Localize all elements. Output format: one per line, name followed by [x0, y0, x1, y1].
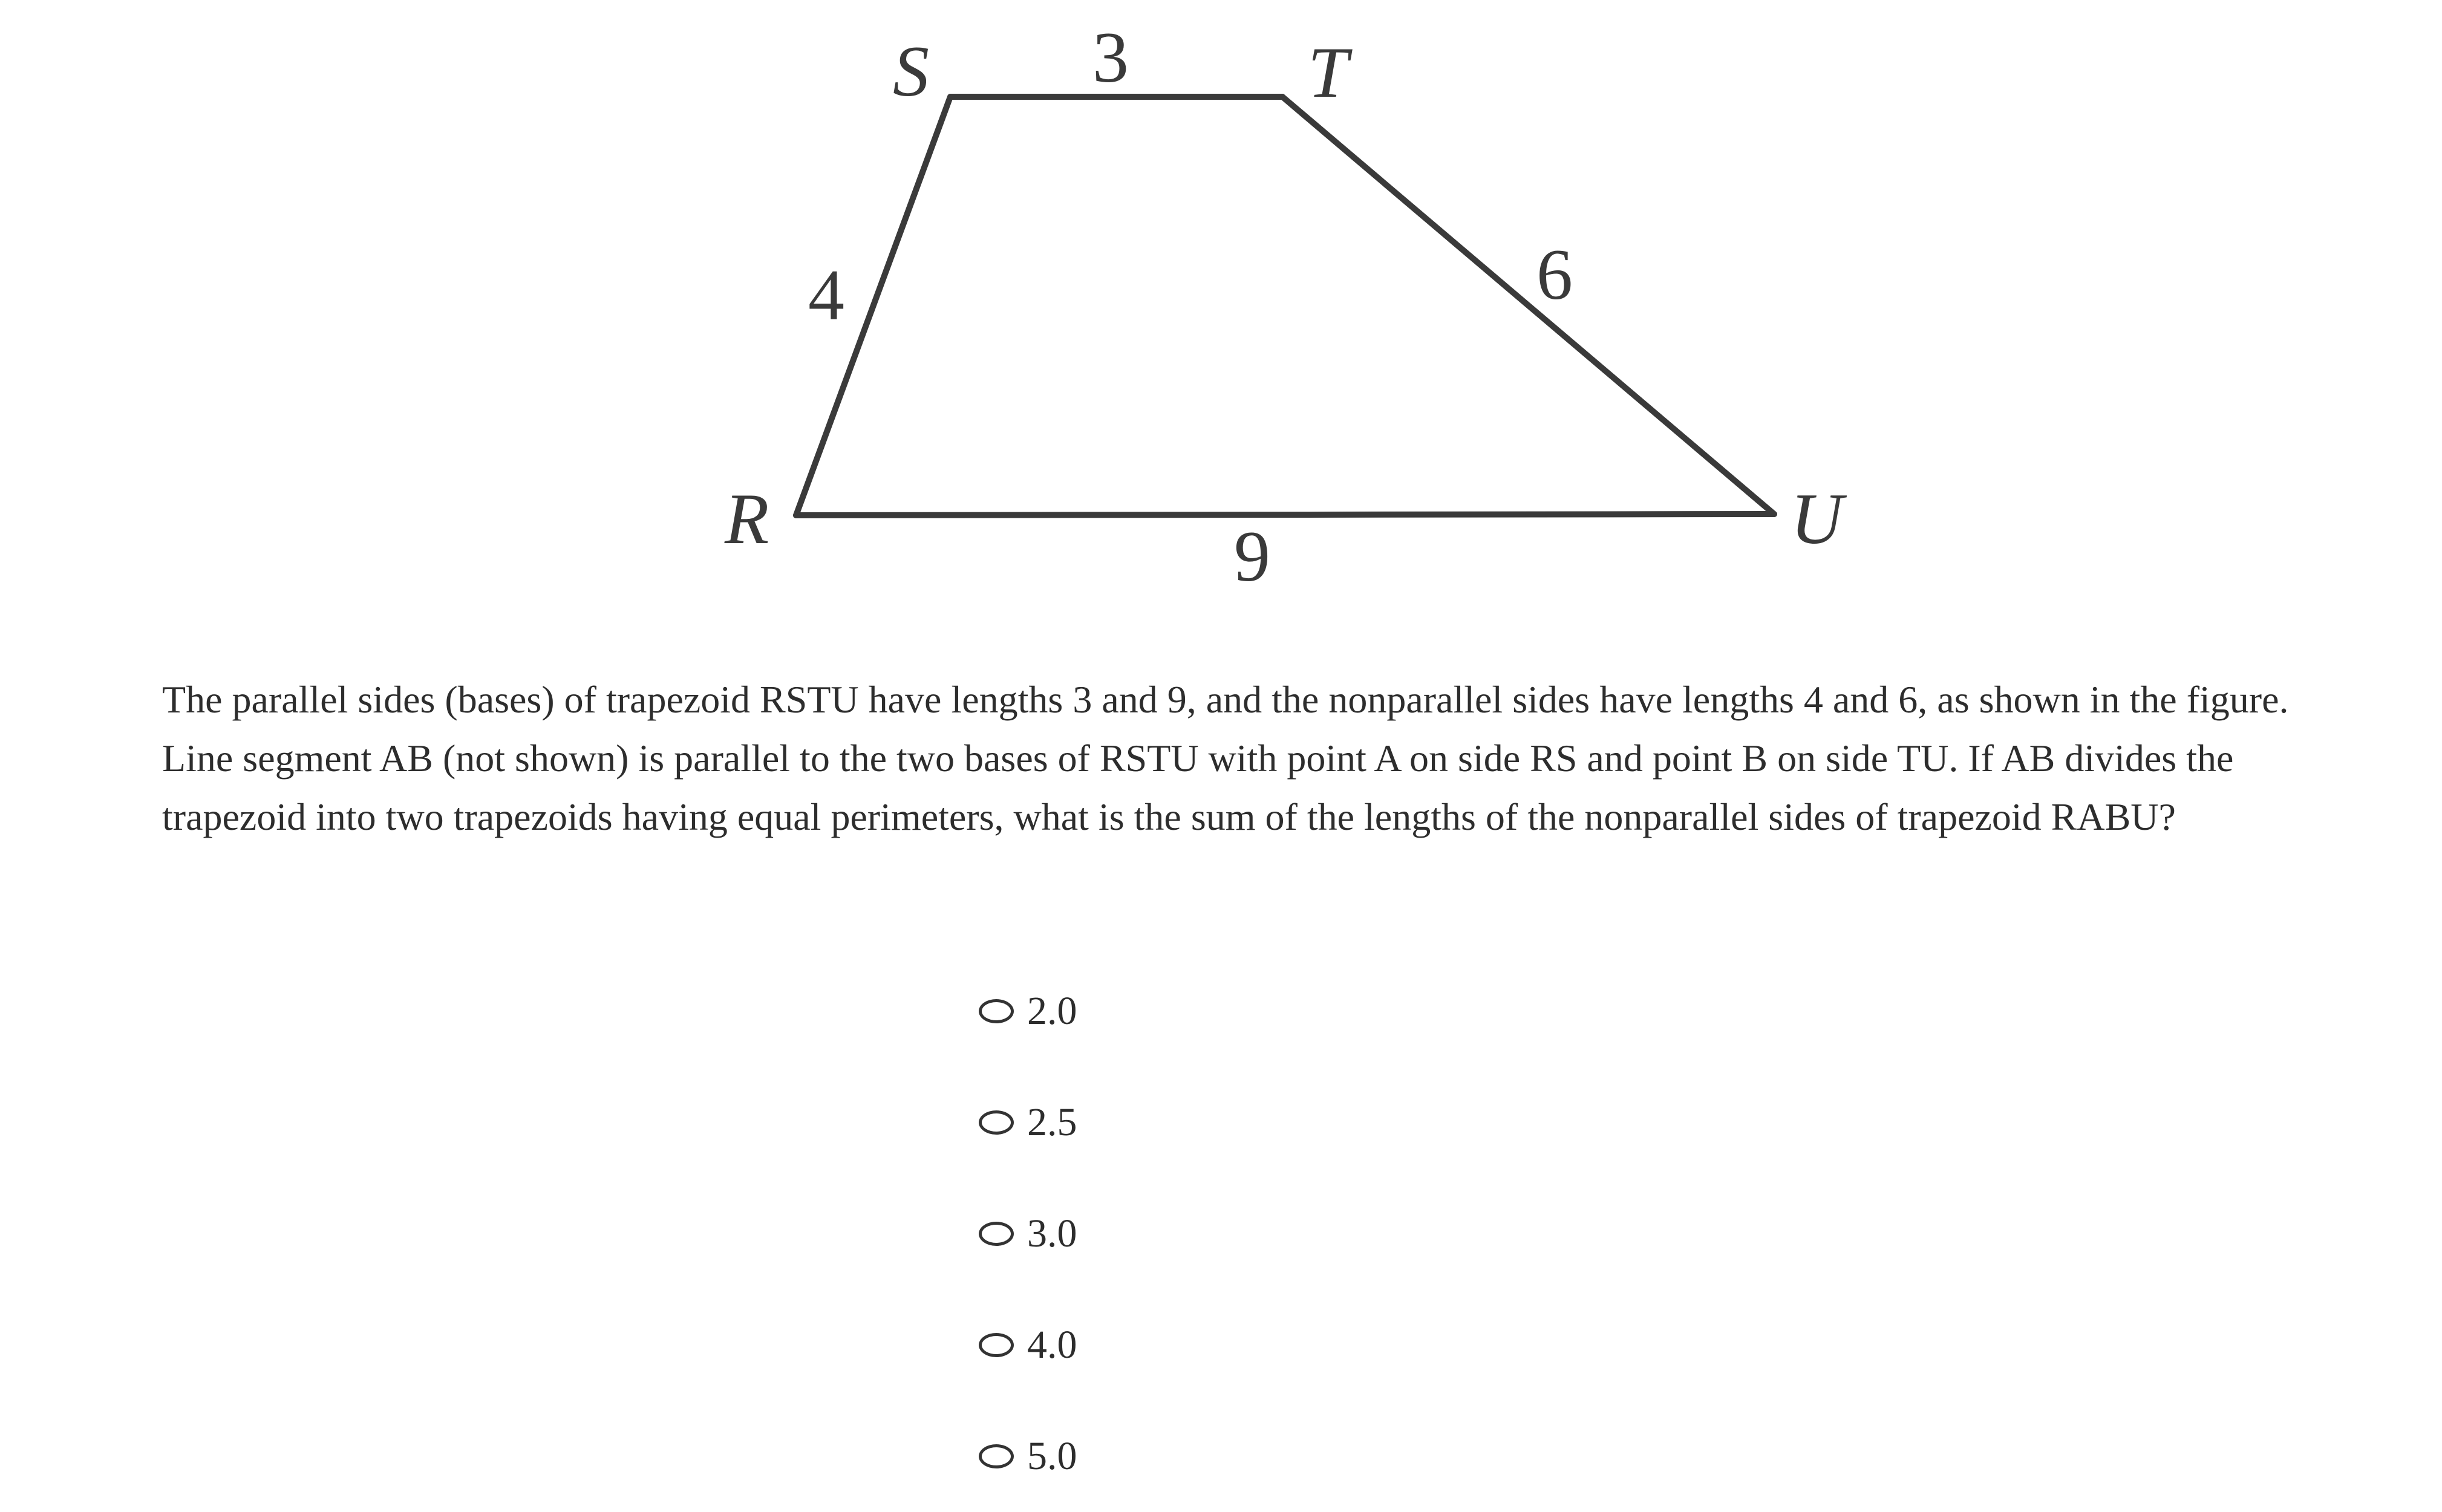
choice-option[interactable]: [979, 956, 1077, 1067]
vertex-label-r: R: [725, 478, 769, 559]
choice-label: 4.0: [1027, 1323, 1077, 1367]
choice-label: 3.0: [1027, 1211, 1077, 1256]
answer-choices: [979, 956, 1077, 1512]
choice-label: 2.5: [1027, 1100, 1077, 1144]
radio-button[interactable]: [979, 1444, 1014, 1468]
length-label-rs: 4: [808, 255, 844, 335]
radio-button[interactable]: [979, 1110, 1014, 1135]
choice-option[interactable]: [979, 1401, 1077, 1512]
length-label-tu: 6: [1536, 234, 1573, 314]
length-label-ru: 9: [1234, 516, 1270, 596]
vertex-label-s: S: [893, 31, 929, 111]
trapezoid-figure: [0, 0, 2442, 605]
length-label-st: 3: [1092, 17, 1129, 97]
radio-button[interactable]: [979, 1222, 1014, 1246]
radio-button[interactable]: [979, 1333, 1014, 1357]
side-ru: [796, 514, 1774, 515]
choice-option[interactable]: [979, 1178, 1077, 1289]
vertex-label-u: U: [1791, 478, 1843, 559]
choice-option[interactable]: [979, 1289, 1077, 1401]
side-tu: [1282, 97, 1774, 514]
choice-label: 2.0: [1027, 989, 1077, 1033]
vertex-label-t: T: [1308, 32, 1348, 112]
choice-label: 5.0: [1027, 1434, 1077, 1478]
radio-button[interactable]: [979, 999, 1014, 1023]
choice-option[interactable]: [979, 1067, 1077, 1178]
question-text: The parallel sides (bases) of trapezoid RSTU have lengths 3 and 9, and the nonparallel sides have lengths 4 and 6, as shown in the figure. Line segment AB (not shown) is parallel to the two bases of RSTU with point A on side RS and point B on side TU. If AB divides the trapezoid into two trapezoids having equal perimeters, what is the sum of the lengths of the nonparallel sides of trapezoid RABU?: [162, 678, 2289, 838]
